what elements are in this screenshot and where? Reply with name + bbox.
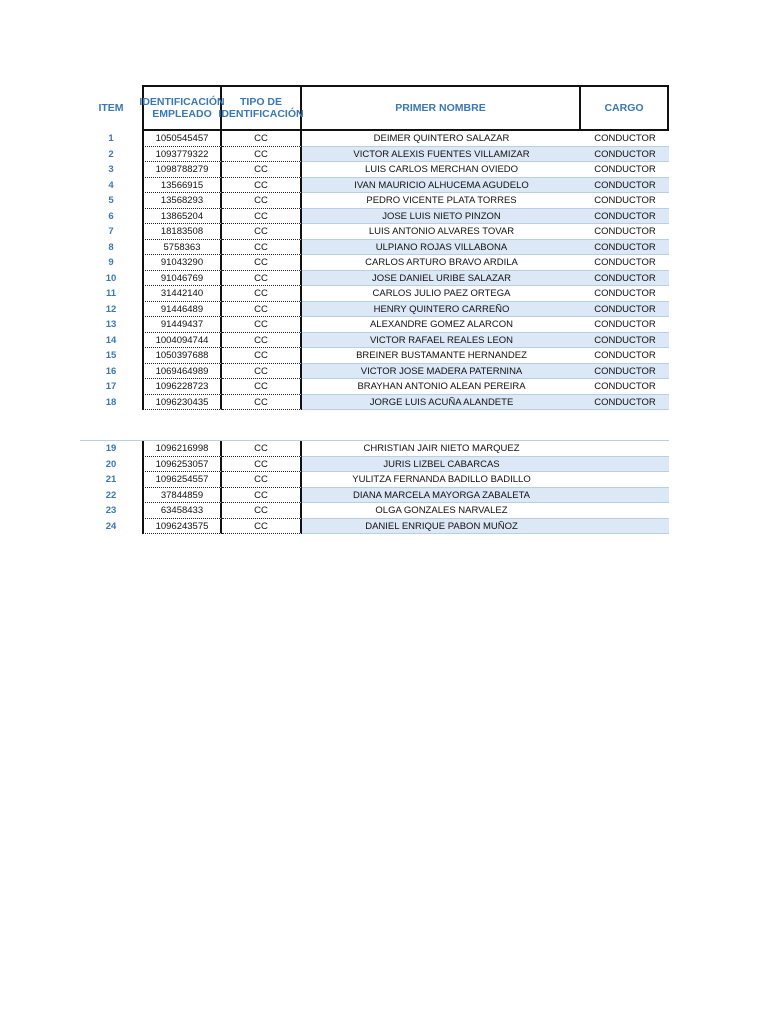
cell-tipo[interactable]: CC <box>222 286 302 302</box>
cell-cargo[interactable]: CONDUCTOR <box>581 302 669 318</box>
cell-item[interactable]: 21 <box>105 474 117 485</box>
cell-identificacion[interactable]: 1050545457 <box>142 131 222 147</box>
cell-identificacion[interactable]: 1096243575 <box>142 519 222 535</box>
header-tipo-identificacion: TIPO DE IDENTIFICACIÓN <box>222 85 302 131</box>
cell-tipo[interactable]: CC <box>222 488 302 504</box>
cell-tipo[interactable]: CC <box>222 193 302 209</box>
cell-cargo[interactable]: CONDUCTOR <box>581 178 669 194</box>
cell-nombre[interactable]: JORGE LUIS ACUÑA ALANDETE <box>302 395 581 411</box>
table-row <box>80 488 669 504</box>
table-row <box>80 441 669 457</box>
cell-cargo[interactable]: CONDUCTOR <box>581 333 669 349</box>
cell-cargo[interactable]: CONDUCTOR <box>581 395 669 411</box>
cell-identificacion[interactable]: 13566915 <box>142 178 222 194</box>
cell-tipo[interactable]: CC <box>222 503 302 519</box>
cell-nombre[interactable]: BRAYHAN ANTONIO ALEAN PEREIRA <box>302 379 581 395</box>
cell-tipo[interactable]: CC <box>222 131 302 147</box>
cell-identificacion[interactable]: 1096230435 <box>142 395 222 411</box>
cell-tipo[interactable]: CC <box>222 302 302 318</box>
table-row <box>80 224 669 240</box>
cell-cargo[interactable] <box>581 503 669 519</box>
employee-table-group-1 <box>80 131 669 410</box>
cell-nombre[interactable]: DANIEL ENRIQUE PABON MUÑOZ <box>302 519 581 535</box>
cell-tipo[interactable]: CC <box>222 348 302 364</box>
table-row <box>80 519 669 535</box>
cell-tipo[interactable]: CC <box>222 457 302 473</box>
cell-cargo[interactable]: CONDUCTOR <box>581 317 669 333</box>
cell-nombre[interactable]: ULPIANO ROJAS VILLABONA <box>302 240 581 256</box>
cell-item[interactable]: 1 <box>108 133 114 144</box>
cell-cargo[interactable] <box>581 488 669 504</box>
table-row <box>80 317 669 333</box>
cell-identificacion[interactable]: 5758363 <box>142 240 222 256</box>
cell-cargo[interactable] <box>581 519 669 535</box>
cell-tipo[interactable]: CC <box>222 379 302 395</box>
header-identificacion-empleado: IDENTIFICACIÓN EMPLEADO <box>142 85 222 131</box>
cell-nombre[interactable]: YULITZA FERNANDA BADILLO BADILLO <box>302 472 581 488</box>
cell-identificacion[interactable]: 37844859 <box>142 488 222 504</box>
cell-cargo[interactable]: CONDUCTOR <box>581 271 669 287</box>
cell-nombre[interactable]: ALEXANDRE GOMEZ ALARCON <box>302 317 581 333</box>
cell-nombre[interactable]: OLGA GONZALES NARVALEZ <box>302 503 581 519</box>
cell-item[interactable]: 2 <box>108 148 114 160</box>
cell-nombre[interactable]: JOSE LUIS NIETO PINZON <box>302 209 581 225</box>
cell-item[interactable]: 14 <box>105 334 117 346</box>
cell-identificacion[interactable]: 1096228723 <box>142 379 222 395</box>
table-row <box>80 348 669 364</box>
cell-identificacion[interactable]: 31442140 <box>142 286 222 302</box>
header-item: ITEM <box>98 102 124 114</box>
cell-nombre[interactable]: CARLOS ARTURO BRAVO ARDILA <box>302 255 581 271</box>
cell-item[interactable]: 18 <box>105 396 117 408</box>
cell-item[interactable]: 24 <box>105 520 117 532</box>
cell-item[interactable]: 4 <box>108 179 114 191</box>
cell-tipo[interactable]: CC <box>222 333 302 349</box>
cell-item[interactable]: 6 <box>108 210 114 222</box>
cell-cargo[interactable] <box>581 472 669 488</box>
cell-cargo[interactable]: CONDUCTOR <box>581 286 669 302</box>
cell-nombre[interactable]: DEIMER QUINTERO SALAZAR <box>302 131 581 147</box>
cell-identificacion[interactable]: 1004094744 <box>142 333 222 349</box>
cell-tipo[interactable]: CC <box>222 209 302 225</box>
cell-item[interactable]: 17 <box>105 381 117 392</box>
cell-item[interactable]: 15 <box>105 350 117 361</box>
cell-nombre[interactable]: JOSE DANIEL URIBE SALAZAR <box>302 271 581 287</box>
cell-nombre[interactable]: PEDRO VICENTE PLATA TORRES <box>302 193 581 209</box>
cell-item[interactable]: 11 <box>105 288 117 299</box>
cell-cargo[interactable]: CONDUCTOR <box>581 209 669 225</box>
cell-item[interactable]: 10 <box>105 272 117 284</box>
cell-identificacion[interactable]: 13865204 <box>142 209 222 225</box>
cell-nombre[interactable]: LUIS ANTONIO ALVARES TOVAR <box>302 224 581 240</box>
cell-cargo[interactable]: CONDUCTOR <box>581 255 669 271</box>
cell-item[interactable]: 7 <box>108 226 114 237</box>
cell-cargo[interactable]: CONDUCTOR <box>581 193 669 209</box>
table-row <box>80 255 669 271</box>
cell-tipo[interactable]: CC <box>222 472 302 488</box>
cell-item[interactable]: 16 <box>105 365 117 377</box>
cell-identificacion[interactable]: 1069464989 <box>142 364 222 380</box>
cell-identificacion[interactable]: 91449437 <box>142 317 222 333</box>
header-primer-nombre: PRIMER NOMBRE <box>302 85 581 131</box>
employee-table-group-2 <box>80 441 669 534</box>
table-row <box>80 472 669 488</box>
cell-cargo[interactable]: CONDUCTOR <box>581 240 669 256</box>
cell-nombre[interactable]: LUIS CARLOS MERCHAN OVIEDO <box>302 162 581 178</box>
cell-tipo[interactable]: CC <box>222 441 302 457</box>
table-row <box>80 193 669 209</box>
table-row <box>80 379 669 395</box>
table-row <box>80 364 669 380</box>
cell-identificacion[interactable]: 1093779322 <box>142 147 222 163</box>
cell-nombre[interactable]: HENRY QUINTERO CARREÑO <box>302 302 581 318</box>
cell-identificacion[interactable]: 18183508 <box>142 224 222 240</box>
table-row <box>80 131 669 147</box>
cell-nombre[interactable]: VICTOR RAFAEL REALES LEON <box>302 333 581 349</box>
cell-identificacion[interactable]: 91446489 <box>142 302 222 318</box>
cell-nombre[interactable]: VICTOR JOSE MADERA PATERNINA <box>302 364 581 380</box>
cell-tipo[interactable]: CC <box>222 364 302 380</box>
cell-identificacion[interactable]: 1096253057 <box>142 457 222 473</box>
cell-tipo[interactable]: CC <box>222 519 302 535</box>
cell-cargo[interactable] <box>581 457 669 473</box>
cell-identificacion[interactable]: 13568293 <box>142 193 222 209</box>
cell-cargo[interactable] <box>581 441 669 457</box>
table-row <box>80 333 669 349</box>
cell-tipo[interactable]: CC <box>222 395 302 411</box>
cell-identificacion[interactable]: 63458433 <box>142 503 222 519</box>
cell-cargo[interactable]: CONDUCTOR <box>581 364 669 380</box>
cell-tipo[interactable]: CC <box>222 224 302 240</box>
cell-item[interactable]: 19 <box>105 443 117 454</box>
cell-cargo[interactable]: CONDUCTOR <box>581 224 669 240</box>
cell-item[interactable]: 12 <box>105 303 117 315</box>
cell-cargo[interactable]: CONDUCTOR <box>581 348 669 364</box>
table-row <box>80 457 669 473</box>
cell-identificacion[interactable]: 1050397688 <box>142 348 222 364</box>
cell-nombre[interactable]: BREINER BUSTAMANTE HERNANDEZ <box>302 348 581 364</box>
cell-identificacion[interactable]: 1096216998 <box>142 441 222 457</box>
cell-nombre[interactable]: JURIS LIZBEL CABARCAS <box>302 457 581 473</box>
cell-item[interactable]: 20 <box>105 458 117 470</box>
table-row <box>80 240 669 256</box>
table-row <box>80 147 669 163</box>
cell-item[interactable]: 5 <box>108 195 114 206</box>
cell-identificacion[interactable]: 91046769 <box>142 271 222 287</box>
cell-nombre[interactable]: CARLOS JULIO PAEZ ORTEGA <box>302 286 581 302</box>
cell-item[interactable]: 22 <box>105 489 117 501</box>
cell-tipo[interactable]: CC <box>222 317 302 333</box>
cell-nombre[interactable]: VICTOR ALEXIS FUENTES VILLAMIZAR <box>302 147 581 163</box>
cell-item[interactable]: 3 <box>108 164 114 175</box>
table-row <box>80 162 669 178</box>
cell-nombre[interactable]: DIANA MARCELA MAYORGA ZABALETA <box>302 488 581 504</box>
cell-tipo[interactable]: CC <box>222 255 302 271</box>
cell-item[interactable]: 8 <box>108 241 114 253</box>
cell-identificacion[interactable]: 1096254557 <box>142 472 222 488</box>
cell-item[interactable]: 23 <box>105 505 117 516</box>
table-row <box>80 271 669 287</box>
cell-cargo[interactable]: CONDUCTOR <box>581 131 669 147</box>
table-row <box>80 503 669 519</box>
table-row <box>80 178 669 194</box>
table-row <box>80 395 669 411</box>
cell-tipo[interactable]: CC <box>222 162 302 178</box>
table-row <box>80 302 669 318</box>
cell-identificacion[interactable]: 91043290 <box>142 255 222 271</box>
cell-tipo[interactable]: CC <box>222 147 302 163</box>
table-row <box>80 209 669 225</box>
cell-item[interactable]: 13 <box>105 319 117 330</box>
cell-tipo[interactable]: CC <box>222 178 302 194</box>
header-cargo: CARGO <box>581 85 669 131</box>
cell-nombre[interactable]: CHRISTIAN JAIR NIETO MARQUEZ <box>302 441 581 457</box>
cell-nombre[interactable]: IVAN MAURICIO ALHUCEMA AGUDELO <box>302 178 581 194</box>
cell-cargo[interactable]: CONDUCTOR <box>581 162 669 178</box>
cell-cargo[interactable]: CONDUCTOR <box>581 379 669 395</box>
cell-tipo[interactable]: CC <box>222 240 302 256</box>
table-row <box>80 286 669 302</box>
cell-tipo[interactable]: CC <box>222 271 302 287</box>
cell-item[interactable]: 9 <box>108 257 114 268</box>
cell-cargo[interactable]: CONDUCTOR <box>581 147 669 163</box>
cell-identificacion[interactable]: 1098788279 <box>142 162 222 178</box>
